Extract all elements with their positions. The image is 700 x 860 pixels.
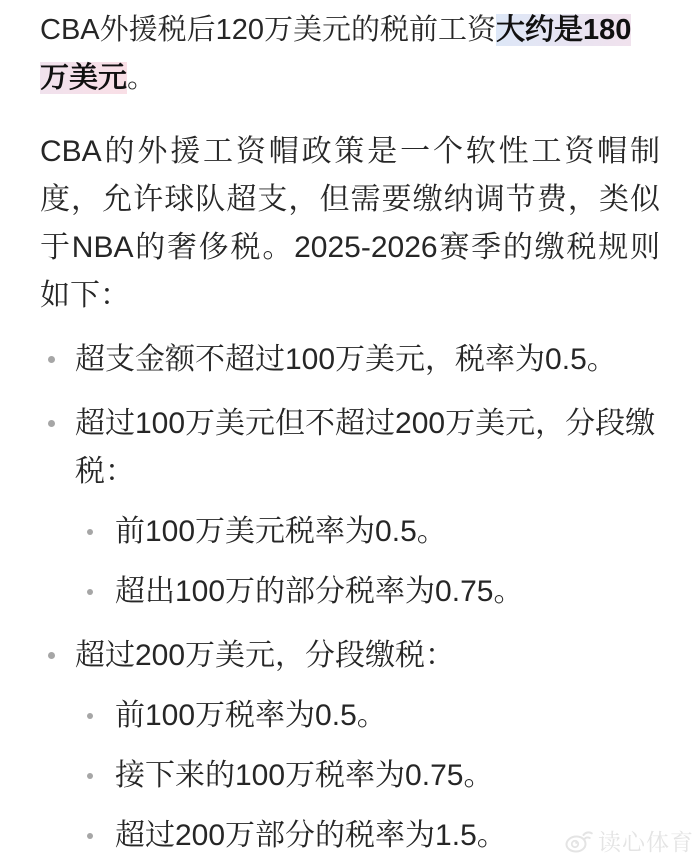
- tax-rules-list: [40, 336, 660, 860]
- sub-rule-text: 接下来的100万税率为0.75。: [115, 759, 494, 792]
- sub-rule-text: 超过200万部分的税率为1.5。: [115, 819, 507, 852]
- watermark: [564, 824, 694, 857]
- sub-rule-item: [75, 508, 660, 556]
- lead-highlighted-text: 大约是180万美元: [40, 14, 632, 94]
- sub-rule-item: [75, 568, 660, 616]
- rule-item-1-text: 超支金额不超过100万美元，税率为0.5。: [75, 343, 617, 376]
- sub-rule-text: 前100万美元税率为0.5。: [115, 515, 447, 548]
- answer-lead: [40, 6, 660, 102]
- sub-rule-text: 前100万税率为0.5。: [115, 699, 387, 732]
- rule-item-2-text: 超过100万美元但不超过200万美元，分段缴税：: [75, 407, 656, 488]
- rule-item-1: [40, 336, 660, 384]
- lead-text-before: CBA外援税后120万美元的税前工资: [40, 14, 497, 46]
- rule-item-2-sublist: [75, 508, 660, 616]
- rule-item-2: [40, 400, 660, 616]
- sub-rule-text: 超出100万的部分税率为0.75。: [115, 575, 524, 608]
- rule-item-3-text: 超过200万美元，分段缴税：: [75, 639, 456, 672]
- sub-rule-item: [75, 752, 660, 800]
- watermark-source-label: 读心体育: [598, 829, 694, 855]
- answer-paragraph: CBA的外援工资帽政策是一个软性工资帽制度，允许球队超支，但需要缴纳调节费，类似于NBA的奢侈税。2025-2026赛季的缴税规则如下：: [40, 135, 660, 312]
- sub-rule-item: [75, 692, 660, 740]
- lead-period: 。: [127, 62, 157, 94]
- weibo-eye-icon: [564, 827, 594, 854]
